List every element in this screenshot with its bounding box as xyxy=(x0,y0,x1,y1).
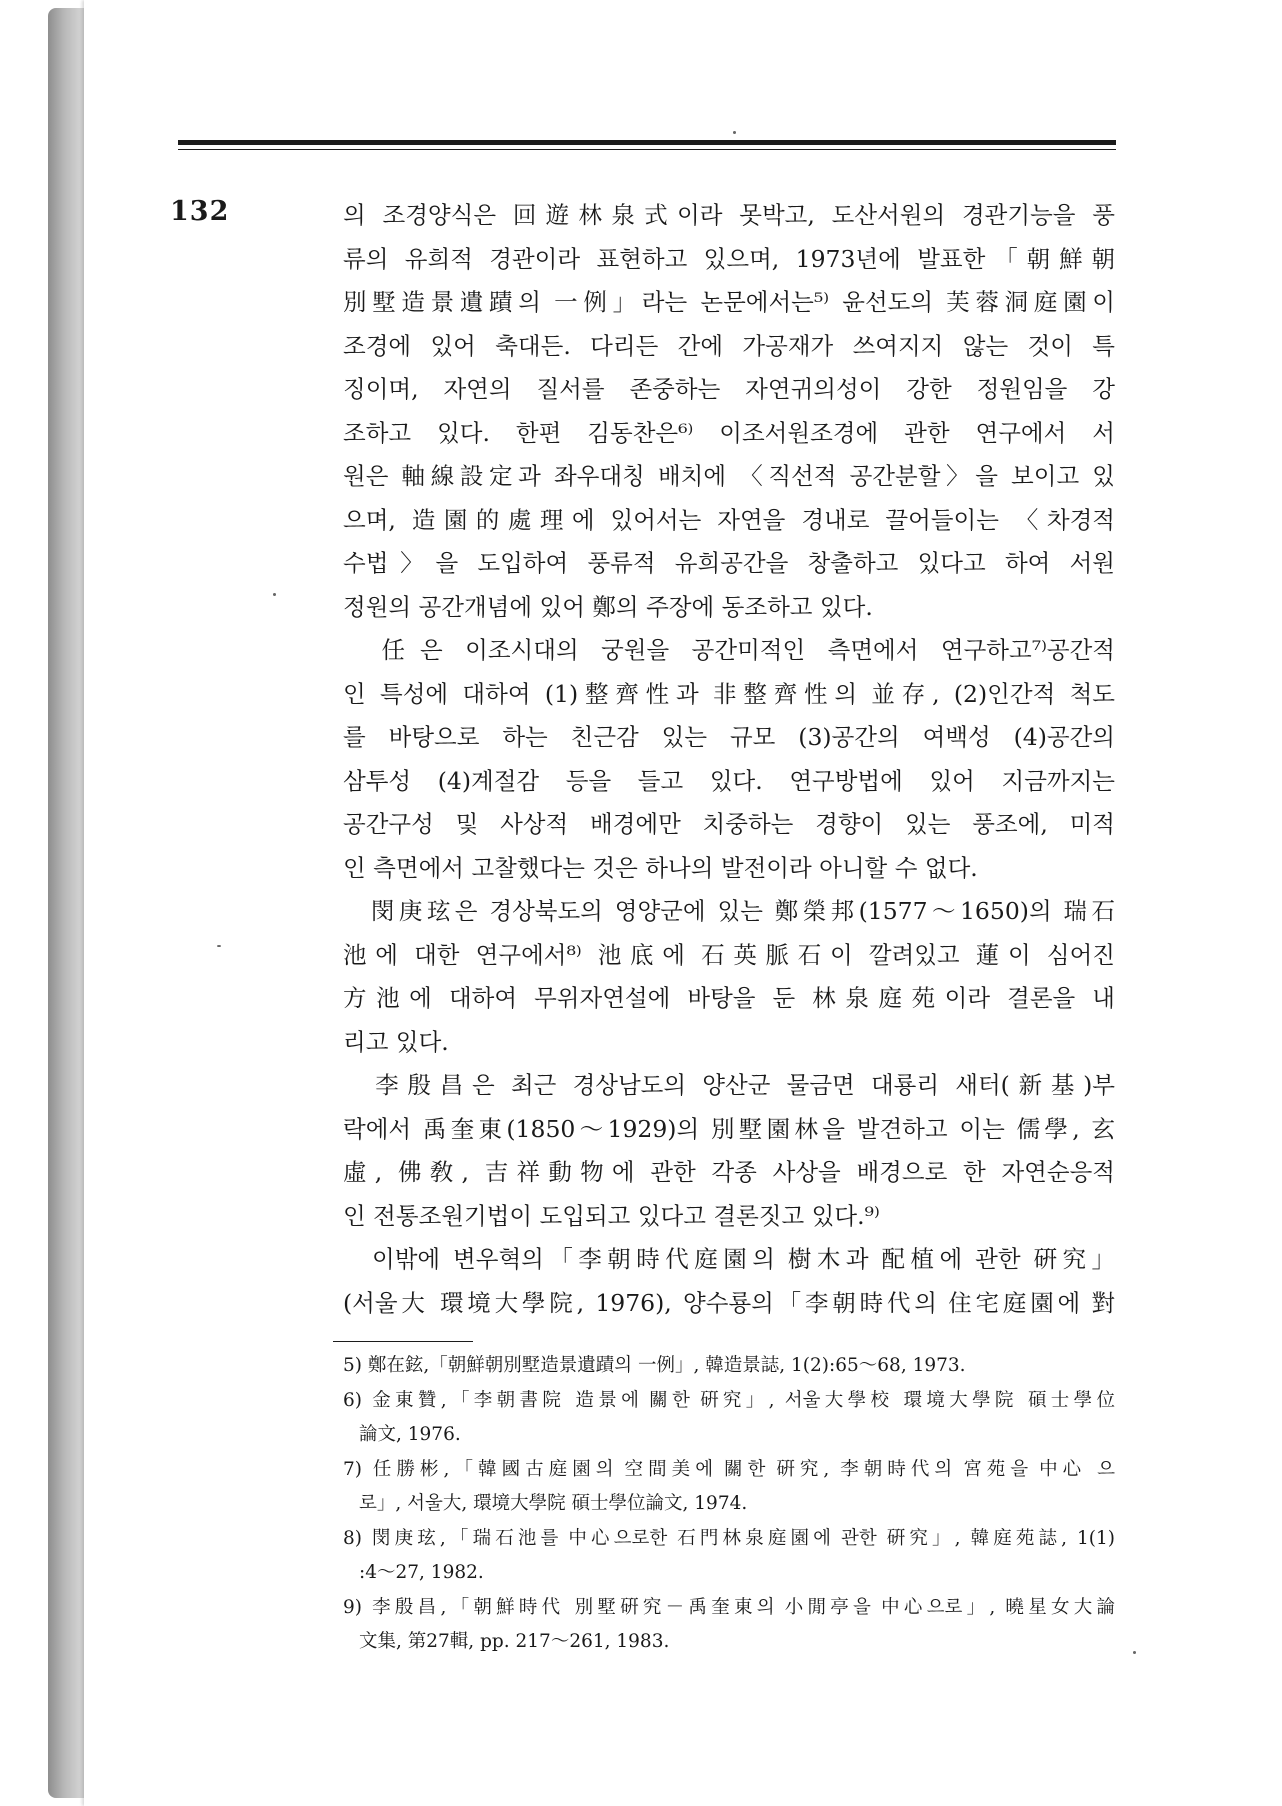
text-line: 인 전통조원기법이 도입되고 있다고 결론짓고 있다.⁹⁾ xyxy=(343,1201,880,1230)
text-line: 조경에 있어 축대든. 다리든 간에 가공재가 쓰여지지 않는 것이 특 xyxy=(343,331,1115,360)
text-line: 李殷昌은 최근 경상남도의 양산군 물금면 대룡리 새터(新基)부 xyxy=(343,1071,1115,1099)
text-line: 인 측면에서 고찰했다는 것은 하나의 발전이라 아니할 수 없다. xyxy=(343,853,978,882)
text-line: 조하고 있다. 한편 김동찬은⁶⁾ 이조서원조경에 관한 연구에서 서 xyxy=(343,418,1115,447)
footnote-line: 8) 閔庚玹,「瑞石池를 中心으로한 石門林泉庭園에 관한 硏究」, 韓庭苑誌, 1(1) xyxy=(343,1527,1115,1549)
footnote-line: 9) 李殷昌,「朝鮮時代 別墅硏究－禹奎東의 小閒亭을 中心으로」, 曉星女大論 xyxy=(343,1596,1115,1618)
page-number: 132 xyxy=(170,196,230,227)
text-line: 수법〉을 도입하여 풍류적 유희공간을 창출하고 있다고 하여 서원 xyxy=(343,549,1115,577)
page-edge xyxy=(48,8,84,1798)
paper-speck xyxy=(733,131,736,134)
footnote-line: 로」, 서울大, 環境大學院 碩士學位論文, 1974. xyxy=(359,1493,748,1514)
footnote-line: :4～27, 1982. xyxy=(359,1562,484,1583)
text-line: 락에서 禹奎東(1850～1929)의 別墅園林을 발견하고 이는 儒學, 玄 xyxy=(343,1114,1115,1143)
header-rule-thin xyxy=(178,149,1116,150)
text-line: 류의 유희적 경관이라 표현하고 있으며, 1973년에 발표한「朝鮮朝 xyxy=(343,244,1115,273)
paper-speck xyxy=(1133,1651,1136,1654)
text-line: 정원의 공간개념에 있어 鄭의 주장에 동조하고 있다. xyxy=(343,592,873,621)
footnote-rule xyxy=(333,1341,473,1342)
text-line: 任은 이조시대의 궁원을 공간미적인 측면에서 연구하고⁷⁾공간적 xyxy=(343,636,1115,664)
text-line: 의 조경양식은 回遊林泉式이라 못박고, 도산서원의 경관기능을 풍 xyxy=(343,201,1115,229)
text-line: 이밖에 변우혁의「李朝時代庭園의 樹木과 配植에 관한 硏究」 xyxy=(343,1245,1115,1273)
text-line: 공간구성 및 사상적 배경에만 치중하는 경향이 있는 풍조에, 미적 xyxy=(343,810,1115,838)
footnote-line: 6) 金東贊,「李朝書院 造景에 關한 硏究」, 서울大學校 環境大學院 碩士學位 xyxy=(343,1389,1115,1411)
header-rule xyxy=(178,140,1116,145)
text-line: 리고 있다. xyxy=(343,1027,449,1056)
text-line: 징이며, 자연의 질서를 존중하는 자연귀의성이 강한 정원임을 강 xyxy=(343,375,1115,403)
footnote-line: 論文, 1976. xyxy=(359,1424,461,1445)
text-line: 를 바탕으로 하는 친근감 있는 규모 (3)공간의 여백성 (4)공간의 xyxy=(343,723,1115,751)
text-line: 虛, 佛敎, 吉祥動物에 관한 각종 사상을 배경으로 한 자연순응적 xyxy=(343,1158,1115,1186)
body-text xyxy=(343,194,1115,1325)
footnote-line: 7) 任勝彬,「韓國古庭園의 空間美에 關한 硏究, 李朝時代의 宮苑을 中心 으 xyxy=(343,1458,1115,1480)
text-line: 인 특성에 대하여 (1)整齊性과 非整齊性의 並存, (2)인간적 척도 xyxy=(343,679,1115,708)
text-line: 閔庚玹은 경상북도의 영양군에 있는 鄭榮邦(1577～1650)의 瑞石 xyxy=(343,897,1115,925)
footnotes xyxy=(343,1349,1115,1660)
paper-speck xyxy=(217,945,221,947)
paper-speck xyxy=(273,593,276,596)
text-line: (서울大 環境大學院, 1976), 양수룡의「李朝時代의 住宅庭園에 對 xyxy=(343,1288,1115,1317)
footnote-line: 5) 鄭在鉉,「朝鮮朝別墅造景遺蹟의 一例」, 韓造景誌, 1(2):65～68, 1973. xyxy=(343,1355,966,1376)
footnote-line: 文集, 第27輯, pp. 217～261, 1983. xyxy=(359,1631,670,1652)
text-line: 원은 軸線設定과 좌우대칭 배치에 〈직선적 공간분할〉을 보이고 있 xyxy=(343,462,1115,490)
text-line: 別墅造景遺蹟의 一例」라는 논문에서는⁵⁾ 윤선도의 芙蓉洞庭園이 xyxy=(343,288,1115,316)
text-line: 池에 대한 연구에서⁸⁾ 池底에 石英脈石이 깔려있고 蓮이 심어진 xyxy=(343,940,1115,969)
text-line: 삼투성 (4)계절감 등을 들고 있다. 연구방법에 있어 지금까지는 xyxy=(343,766,1115,795)
text-line: 方池에 대하여 무위자연설에 바탕을 둔 林泉庭苑이라 결론을 내 xyxy=(343,984,1115,1012)
text-line: 으며, 造園的處理에 있어서는 자연을 경내로 끌어들이는 〈차경적 xyxy=(343,505,1115,534)
